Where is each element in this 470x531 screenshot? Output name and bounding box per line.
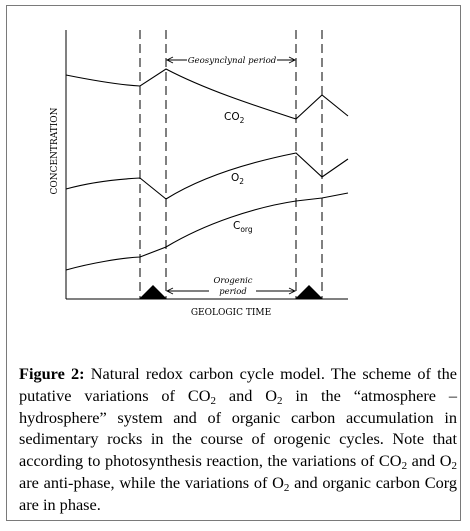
orogenic-period-label-line1: Orogenic	[213, 275, 253, 285]
o2-curve	[66, 153, 348, 199]
o2-curve-label: $O_2$	[231, 172, 245, 186]
caption-text: Natural redox carbon cycle model. The scheme of the putative variations of CO	[19, 364, 457, 405]
co2-curve-label: $CO_2$	[224, 111, 245, 125]
y-axis-label: CONCENTRATION	[50, 107, 60, 195]
caption-subscript: 2	[451, 460, 458, 473]
geosynclinal-period-label: Geosynclynal period	[187, 56, 277, 66]
caption-text: are anti-phase, while the variations of O	[19, 472, 284, 492]
orogenic-boundary-left	[140, 30, 166, 299]
caption-subscript: 2	[401, 460, 408, 473]
co2-curve	[66, 69, 348, 119]
caption-text: and organic carbon Corg are in phase.	[19, 472, 458, 514]
redox-cycle-diagram	[7, 6, 462, 356]
caption-text: in the “atmosphere – hydrosphere” system and of organic carbon accumulation in sedimentary rocks in the course of orogenic cycles. Note that according to photosynthesis reaction, the variations of CO	[19, 385, 458, 471]
figure-label: Figure 2:	[19, 364, 85, 383]
caption-text: and O	[215, 385, 278, 405]
corg-curve	[66, 193, 348, 270]
corg-curve-label: $C_{org}$	[233, 220, 253, 234]
orogeny-marker-right	[295, 285, 323, 299]
orogeny-marker-left	[139, 285, 167, 299]
x-axis-label: GEOLOGIC TIME	[190, 308, 272, 318]
caption-subscript: 2	[283, 481, 290, 494]
caption-subscript: 2	[277, 394, 283, 407]
figure-caption	[19, 363, 457, 516]
caption-text: and O	[407, 451, 452, 471]
caption-subscript: 2	[210, 394, 216, 407]
orogenic-period-label-line2: period	[219, 286, 247, 296]
